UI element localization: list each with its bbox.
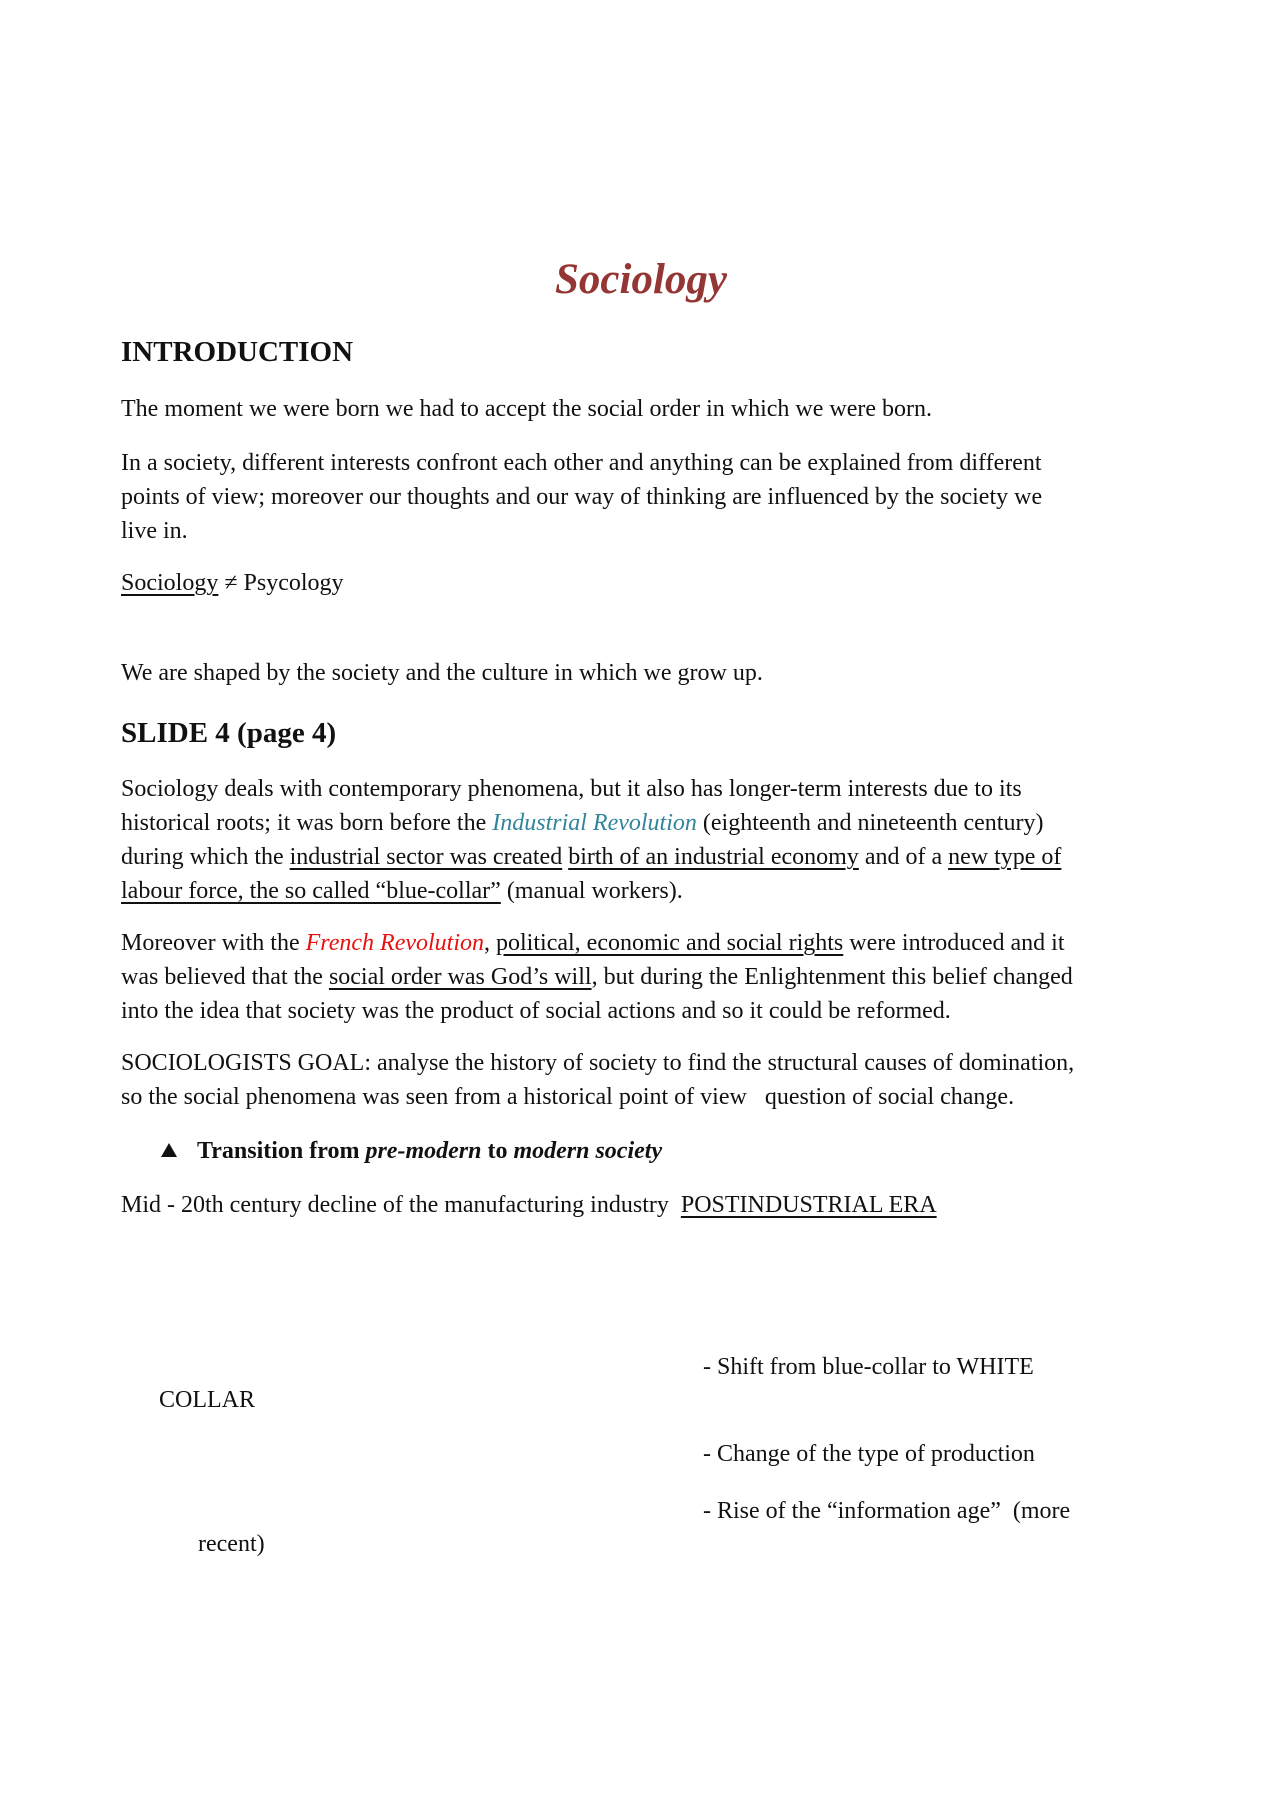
intro-p2-line3: live in. [121, 518, 188, 544]
list-item-3-line2: recent) [198, 1531, 265, 1557]
list-item-1-line1: - Shift from blue-collar to WHITE [703, 1354, 1034, 1380]
text-run: were introduced and it [843, 930, 1065, 956]
slide4-p2-line2 [121, 960, 1161, 994]
text-run: to [481, 1138, 514, 1164]
slide4-paragraph-3 [121, 1046, 1161, 1114]
gods-will-phrase: social order was God’s will [328, 964, 592, 990]
french-revolution-term: French Revolution [305, 930, 485, 956]
slide4-p3-line1: SOCIOLOGISTS GOAL: analyse the history of society to find the structural causes of domination, [121, 1050, 1075, 1076]
intro-paragraph-3 [121, 566, 1161, 600]
slide4-paragraph-4 [121, 1188, 1161, 1222]
rights-phrase: political, economic and social rights [496, 930, 844, 956]
document-title: Sociology [555, 256, 727, 303]
not-equal-psycology: ≠ Psycology [218, 570, 344, 596]
industrial-revolution-term: Industrial Revolution [492, 810, 697, 836]
postindustrial-era-term: POSTINDUSTRIAL ERA [680, 1192, 937, 1218]
slide4-paragraph-2 [121, 926, 1161, 1028]
text-run: historical roots; it was born before the [121, 810, 493, 836]
text-run: , but during the Enlightenment this belief changed [591, 964, 1073, 990]
slide4-p1-line4 [121, 874, 1161, 908]
text-run: (manual workers). [500, 878, 683, 904]
text-run: was believed that the [121, 964, 329, 990]
text-run: and of a [858, 844, 949, 870]
intro-p2-line1: In a society, different interests confront each other and anything can be explained from different [121, 450, 1042, 476]
text-run: , [484, 930, 497, 956]
list-item-2: - Change of the type of production [703, 1441, 1035, 1467]
intro-paragraph-4: We are shaped by the society and the culture in which we grow up. [121, 660, 763, 686]
slide4-p1-line1: Sociology deals with contemporary phenomena, but it also has longer-term interests due to its [121, 776, 1022, 802]
text-run: during which the [121, 844, 290, 870]
intro-p2-line2: points of view; moreover our thoughts and our way of thinking are influenced by the society we [121, 484, 1043, 510]
slide4-p3-line2: so the social phenomena was seen from a historical point of view question of social change. [121, 1084, 1015, 1110]
list-item-3-line1: - Rise of the “information age” (more [703, 1498, 1071, 1524]
sociology-term: Sociology [121, 570, 219, 596]
slide4-p2-line1 [121, 926, 1161, 960]
triangle-bullet-icon [161, 1143, 177, 1157]
pre-modern-term: pre-modern [365, 1138, 482, 1164]
industrial-sector-phrase: industrial sector was created [289, 844, 563, 870]
list-item-1-line2: COLLAR [159, 1387, 255, 1413]
transition-bullet [161, 1134, 662, 1168]
heading-introduction: INTRODUCTION [121, 336, 354, 368]
slide4-p1-line2 [121, 806, 1161, 840]
industrial-economy-phrase: birth of an industrial economy [568, 844, 859, 870]
intro-paragraph-2 [121, 446, 1161, 548]
text-run: (eighteenth and nineteenth century) [696, 810, 1044, 836]
slide4-paragraph-1 [121, 772, 1161, 908]
slide4-p1-line3 [121, 840, 1161, 874]
slide4-p2-line3: into the idea that society was the product of social actions and so it could be reformed. [121, 998, 951, 1024]
blue-collar-phrase: labour force, the so called “blue-collar” [121, 878, 501, 904]
heading-slide-4: SLIDE 4 (page 4) [121, 717, 337, 749]
text-run: Moreover with the [121, 930, 306, 956]
new-type-phrase: new type of [948, 844, 1062, 870]
text-run: Mid - 20th century decline of the manufacturing industry [121, 1192, 681, 1218]
intro-paragraph-1: The moment we were born we had to accept the social order in which we were born. [121, 396, 933, 422]
text-run: Transition from [197, 1138, 366, 1164]
modern-society-term: modern society [513, 1138, 663, 1164]
